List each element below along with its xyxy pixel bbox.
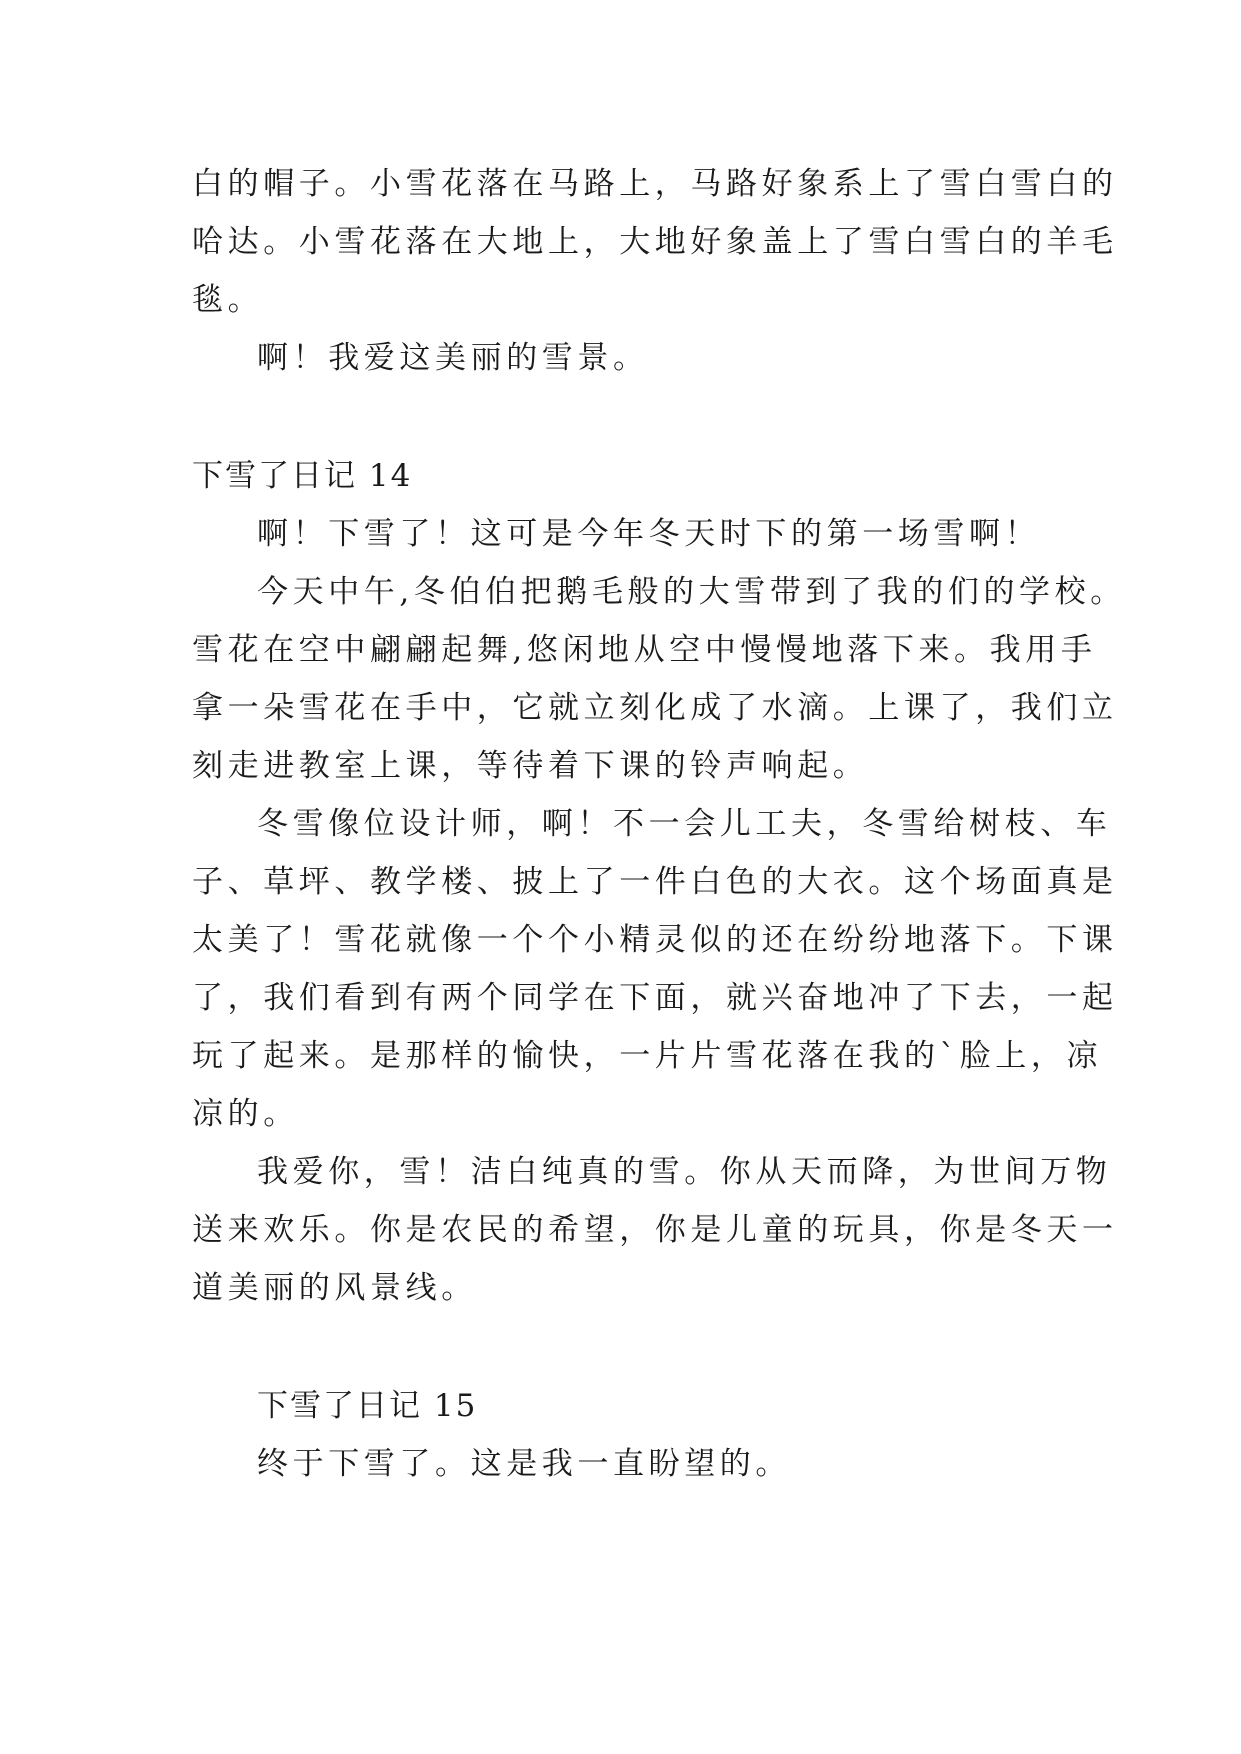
paragraph-line: 冬雪像位设计师，啊！不一会儿工夫，冬雪给树枝、车 — [257, 806, 1112, 842]
paragraph-line: 毯。 — [192, 282, 264, 318]
paragraph-line: 凉的。 — [192, 1096, 299, 1132]
paragraph-line: 终于下雪了。这是我一直盼望的。 — [257, 1446, 791, 1482]
paragraph-line: 啊！我爱这美丽的雪景。 — [257, 340, 649, 376]
paragraph-line: 刻走进教室上课，等待着下课的铃声响起。 — [192, 748, 869, 784]
paragraph-line: 雪花在空中翩翩起舞,悠闲地从空中慢慢地落下来。我用手 — [192, 632, 1097, 668]
paragraph-line: 哈达。小雪花落在大地上，大地好象盖上了雪白雪白的羊毛 — [192, 224, 1118, 260]
paragraph-line: 今天中午,冬伯伯把鹅毛般的大雪带到了我的们的学校。 — [257, 574, 1126, 610]
paragraph-line: 太美了！雪花就像一个个小精灵似的还在纷纷地落下。下课 — [192, 922, 1118, 958]
paragraph-line: 送来欢乐。你是农民的希望，你是儿童的玩具，你是冬天一 — [192, 1212, 1118, 1248]
paragraph-line: 子、草坪、教学楼、披上了一件白色的大衣。这个场面真是 — [192, 864, 1118, 900]
paragraph-line: 啊！下雪了！这可是今年冬天时下的第一场雪啊！ — [257, 516, 1041, 552]
paragraph-line: 道美丽的风景线。 — [192, 1270, 477, 1306]
paragraph-line: 了，我们看到有两个同学在下面，就兴奋地冲了下去，一起 — [192, 980, 1118, 1016]
paragraph-line: 我爱你，雪！洁白纯真的雪。你从天而降，为世间万物 — [257, 1154, 1112, 1190]
paragraph-line: 玩了起来。是那样的愉快，一片片雪花落在我的`脸上，凉 — [192, 1038, 1103, 1074]
paragraph-line: 白的帽子。小雪花落在马路上，马路好象系上了雪白雪白的 — [192, 166, 1118, 202]
section-title: 下雪了日记 14 — [192, 458, 413, 494]
section-title: 下雪了日记 15 — [257, 1388, 478, 1424]
paragraph-line: 拿一朵雪花在手中，它就立刻化成了水滴。上课了，我们立 — [192, 690, 1118, 726]
